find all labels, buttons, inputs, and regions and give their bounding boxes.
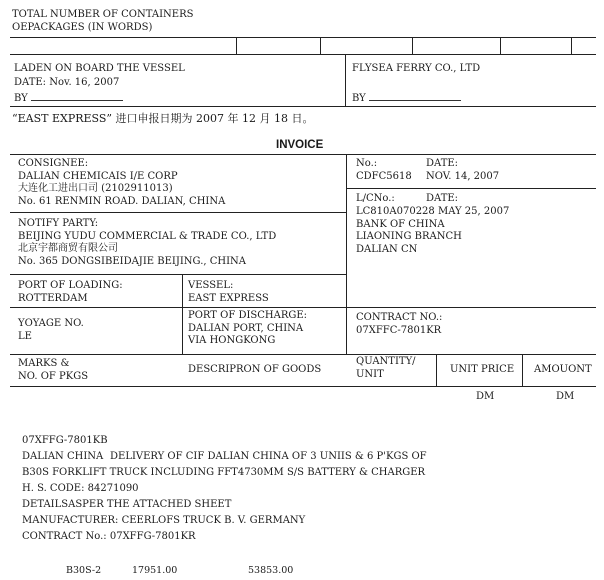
notify-party-block xyxy=(18,218,276,268)
port-of-discharge-value: DALIAN PORT, CHINA xyxy=(188,322,304,334)
line-item-unit-price: 17951.00 xyxy=(132,565,178,576)
invoice-date-label: DATE: xyxy=(426,158,459,169)
cell-divider xyxy=(236,37,237,54)
amount-header: AMOUONT xyxy=(534,364,592,375)
consignee-block xyxy=(18,158,225,208)
voyage-no-value: LE xyxy=(18,331,32,342)
consignee-name: DALIAN CHEMICAIS I/E CORP xyxy=(18,170,178,182)
import-declaration-notice: “EAST EXPRESS” 进口申报日期为 2007 年 12 月 18 日。 xyxy=(12,112,314,125)
notify-name: BEIJING YUDU COMMERCIAL & TRADE CO., LTD xyxy=(18,230,277,242)
consignee-address: No. 61 RENMIN ROAD. DALIAN, CHINA xyxy=(18,195,226,207)
truck-description: B30S FORKLIFT TRUCK INCLUDING FFT4730MM S/S BATTERY & CHARGER xyxy=(22,467,426,478)
laden-on-board-label: LADEN ON BOARD THE VESSEL xyxy=(14,63,185,74)
rule xyxy=(346,188,596,189)
rule xyxy=(10,106,596,107)
rule xyxy=(10,37,596,38)
port-of-loading-label: PORT OF LOADING: xyxy=(18,280,123,291)
unit-price-header: UNIT PRICE xyxy=(450,364,515,375)
contract-reference: CONTRACT No.: 07XFFG-7801KR xyxy=(22,531,196,542)
laden-date: DATE: Nov. 16, 2007 xyxy=(14,77,120,88)
bank-city: DALIAN CN xyxy=(356,243,418,255)
signature-line xyxy=(369,91,461,101)
voyage-no-label: YOYAGE NO. xyxy=(18,318,84,329)
quantity-header: QUANTITY/ UNIT xyxy=(356,356,416,380)
table-top-rule xyxy=(10,154,596,155)
vessel-label: VESSEL: xyxy=(188,280,234,291)
port-of-discharge-label: PORT OF DISCHARGE: xyxy=(188,310,308,321)
shipping-mark: 07XFFG-7801KB xyxy=(22,435,108,446)
lc-details xyxy=(356,206,509,256)
signature-line xyxy=(31,91,123,101)
port-of-discharge-block xyxy=(188,310,307,348)
hs-code: H. S. CODE: 84271090 xyxy=(22,483,139,494)
contract-no-value: 07XFFC-7801KR xyxy=(356,325,442,336)
line-item-model: B30S-2 xyxy=(66,565,102,576)
cell-divider xyxy=(320,37,321,54)
origin-mark: DALIAN CHINA xyxy=(22,451,104,462)
packages-in-words-label: OEPACKAGES (IN WORDS) xyxy=(12,22,153,33)
rule xyxy=(10,212,346,213)
invoice-no-label: No.: xyxy=(356,158,378,169)
details-note: DETAILSASPER THE ATTACHED SHEET xyxy=(22,499,232,510)
manufacturer: MANUFACTURER: CEERLOFS TRUCK B. V. GERMANY xyxy=(22,515,306,526)
column-divider xyxy=(522,354,523,386)
column-divider xyxy=(182,274,183,354)
notify-name-cn: 北京宇都商贸有限公司 xyxy=(18,243,118,254)
unit-price-currency: DM xyxy=(476,391,495,402)
port-of-discharge-via: VIA HONGKONG xyxy=(188,335,276,346)
bank-branch: LIAONING BRANCH xyxy=(356,231,462,242)
description-header: DESCRIPRON OF GOODS xyxy=(188,364,322,375)
lc-value: LC810A070228 MAY 25, 2007 xyxy=(356,206,510,217)
invoice-date-value: NOV. 14, 2007 xyxy=(426,171,500,182)
column-divider xyxy=(346,154,347,354)
cell-divider xyxy=(345,54,346,106)
carrier-name: FLYSEA FERRY CO., LTD xyxy=(352,63,481,74)
lc-date-label: DATE: xyxy=(426,193,459,204)
rule xyxy=(10,274,346,275)
rule xyxy=(10,54,596,55)
invoice-no-value: CDFC5618 xyxy=(356,171,412,182)
port-of-loading-value: ROTTERDAM xyxy=(18,293,88,304)
cell-divider xyxy=(571,37,572,54)
line-item-amount: 53853.00 xyxy=(248,565,294,576)
bank-name: BANK OF CHINA xyxy=(356,218,445,230)
table-bottom-rule xyxy=(10,386,596,387)
column-divider xyxy=(436,354,437,386)
vessel-value: EAST EXPRESS xyxy=(188,293,269,304)
cell-divider xyxy=(500,37,501,54)
rule xyxy=(10,307,596,308)
notify-label: NOTIFY PARTY: xyxy=(18,218,99,229)
carrier-by-field: BY xyxy=(352,91,461,106)
rule xyxy=(10,354,596,355)
cell-divider xyxy=(412,37,413,54)
laden-by-field: BY xyxy=(14,91,123,106)
invoice-title: INVOICE xyxy=(276,139,324,151)
consignee-label: CONSIGNEE: xyxy=(18,158,89,169)
delivery-description: DELIVERY OF CIF DALIAN CHINA OF 3 UNIIS & 6 P'KGS OF xyxy=(110,451,427,462)
amount-currency: DM xyxy=(556,391,575,402)
notify-address: No. 365 DONGSIBEIDAJIE BEIJING., CHINA xyxy=(18,255,247,267)
contract-no-label: CONTRACT NO.: xyxy=(356,312,443,323)
total-containers-label: TOTAL NUMBER OF CONTAINERS xyxy=(12,9,194,20)
lc-no-label: L/CNo.: xyxy=(356,193,395,204)
marks-header: MARKS & NO. OF PKGS xyxy=(18,358,89,382)
consignee-name-cn: 大连化工进出口司 (2102911013) xyxy=(18,183,173,194)
